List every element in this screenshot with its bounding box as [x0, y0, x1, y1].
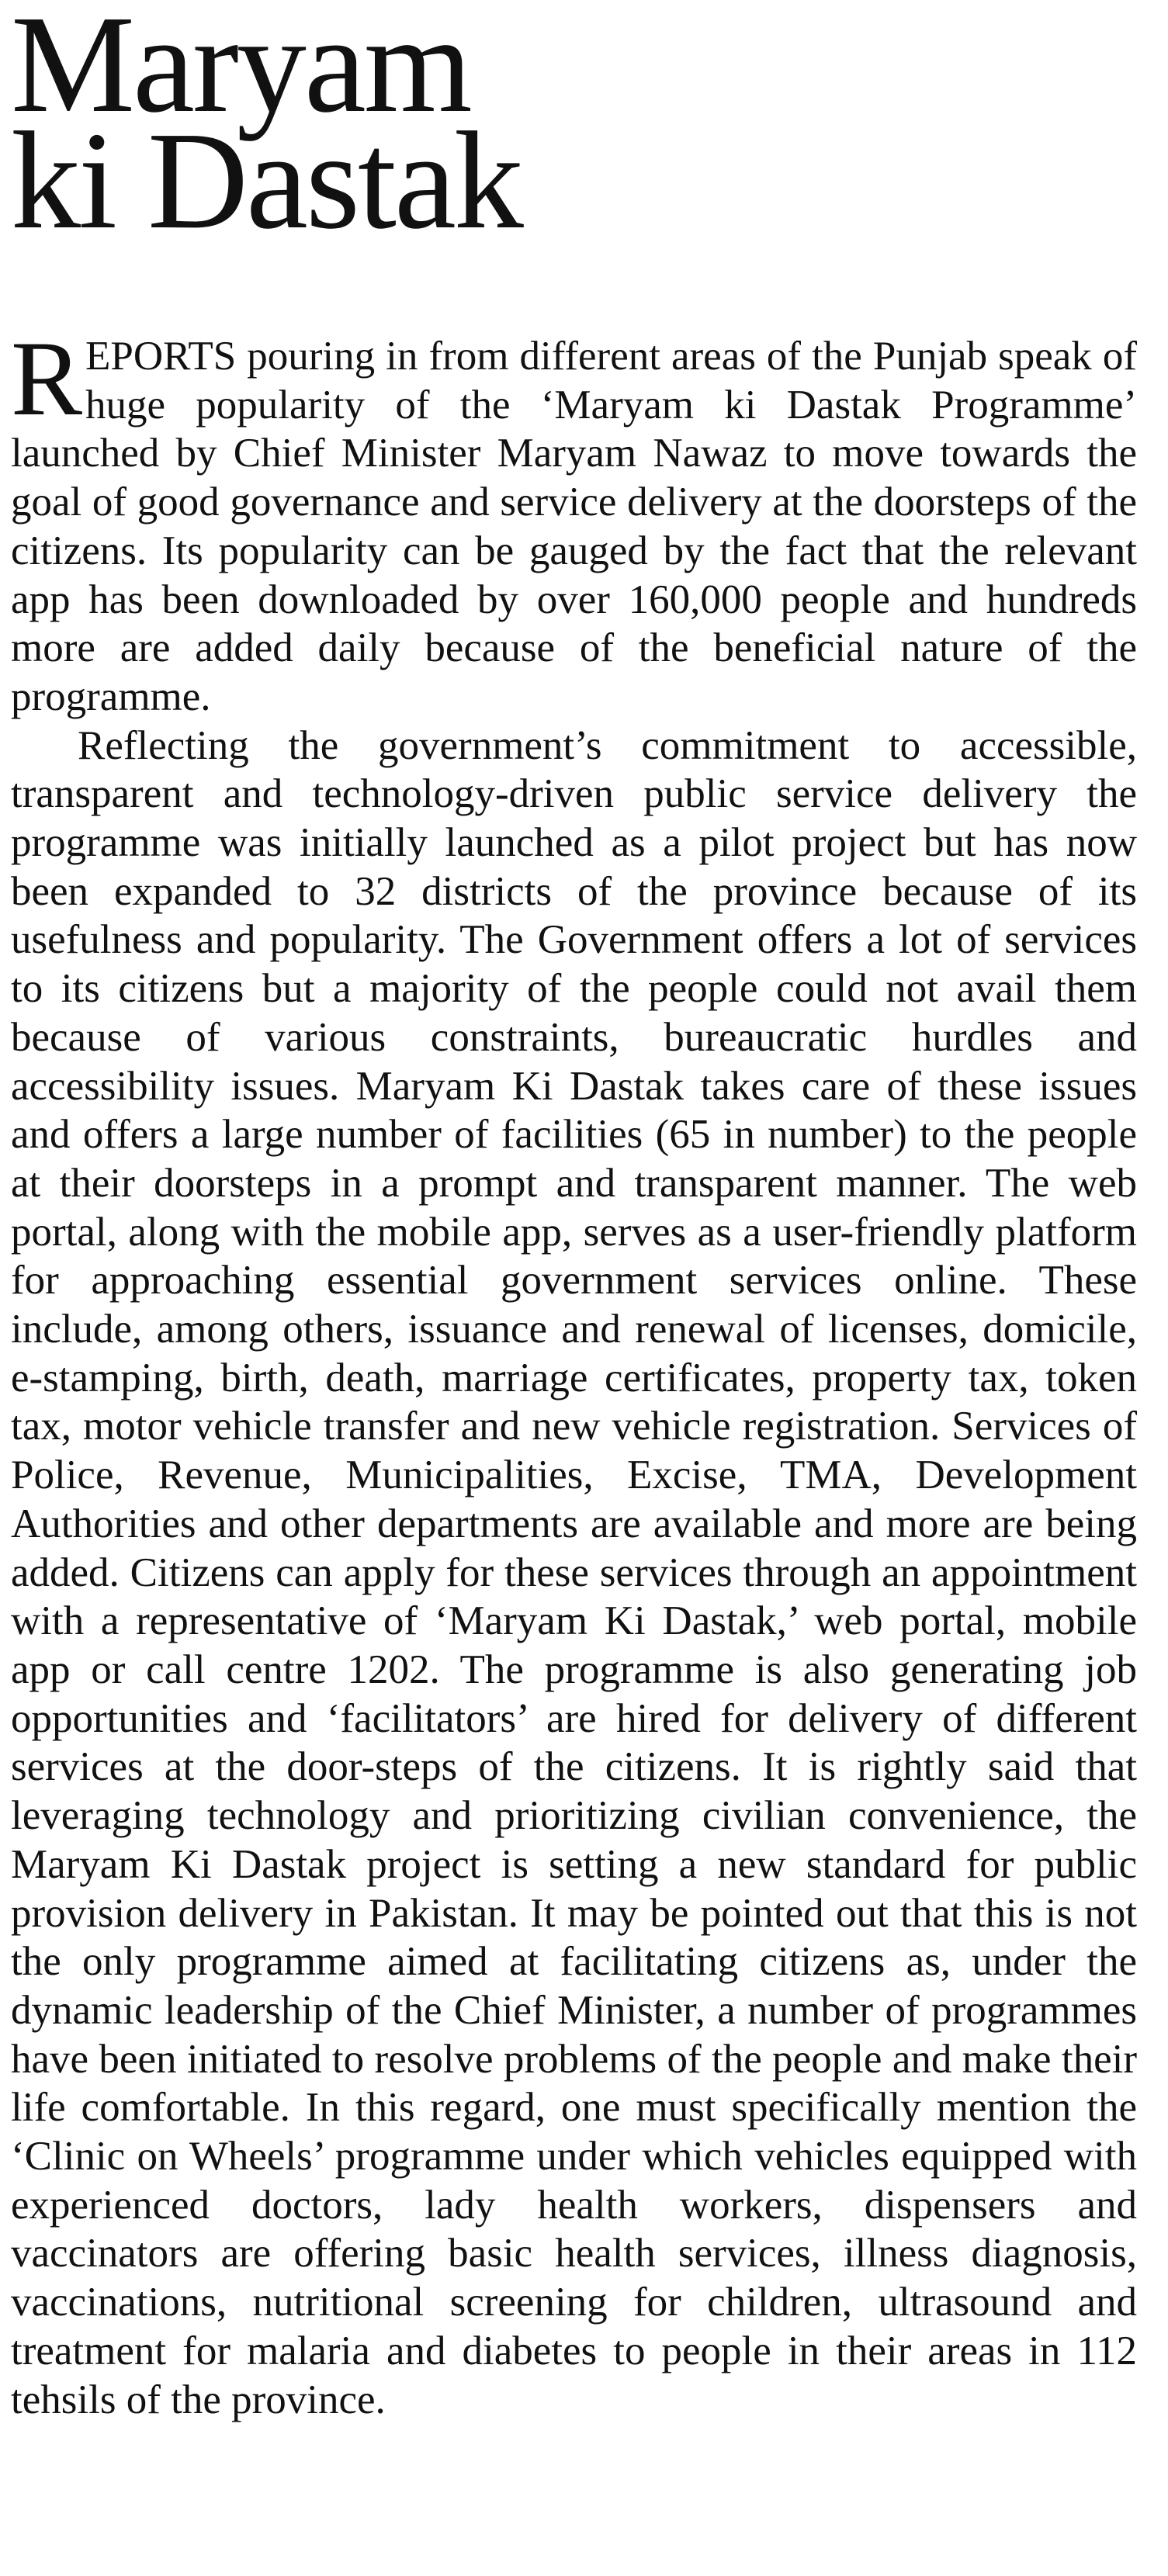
- headline-line-2: ki Dastak: [11, 103, 522, 258]
- paragraph-1-text: EPORTS pouring in from different areas of the Punjab speak of huge popularity of the ‘Maryam ki Dastak Programme’ launched by Chief Minister Maryam Nawaz to move towards the goal of good governance and service delivery at the doorsteps of the citizens. Its popularity can be gauged by the fact that the relevant app has been downloaded by over 160,000 people and hundreds more are added daily because of the beneficial nature of the programme.: [11, 334, 1137, 719]
- paragraph-1: [11, 319, 1137, 722]
- drop-cap: R: [11, 319, 83, 438]
- article-body: [11, 319, 1137, 2424]
- headline-line-1: Maryam: [11, 0, 470, 141]
- article-headline: [11, 0, 1137, 258]
- paragraph-2: Reflecting the government’s commitment to accessible, transparent and technology-driven public service delivery the programme was initially launched as a pilot project but has now been expanded to 32 districts of the province because of its usefulness and popularity. The Government offers a lot of services to its citizens but a majority of the people could not avail them because of various constraints, bureaucratic hurdles and accessibility issues. Maryam Ki Dastak takes care of these issues and offers a large number of facilities (65 in number) to the people at their doorsteps in a prompt and transparent manner. The web portal, along with the mobile app, serves as a user-friendly platform for approaching essential government services online. These include, among others, issuance and renewal of licenses, domicile, e-stamping, birth, death, marriage certificates, property tax, token tax, motor vehicle transfer and new vehicle registration. Services of Police, Revenue, Municipalities, Excise, TMA, Development Authorities and other departments are available and more are being added. Citizens can apply for these services through an appointment with a representative of ‘Maryam Ki Dastak,’ web portal, mobile app or call centre 1202. The programme is also generating job opportunities and ‘facilitators’ are hired for delivery of different services at the door-steps of the citizens. It is rightly said that leveraging technology and prioritizing civilian convenience, the Maryam Ki Dastak project is setting a new standard for public provision delivery in Pakistan. It may be pointed out that this is not the only programme aimed at facilitating citizens as, under the dynamic leadership of the Chief Minister, a number of programmes have been initiated to resolve problems of the people and make their life comfortable. In this regard, one must specifically mention the ‘Clinic on Wheels’ programme under which vehicles equipped with experienced doctors, lady health workers, dispensers and vaccinators are offering basic health services, illness diagnosis, vaccinations, nutritional screening for children, ultrasound and treatment for malaria and diabetes to people in their areas in 112 tehsils of the province.: [11, 722, 1137, 2422]
